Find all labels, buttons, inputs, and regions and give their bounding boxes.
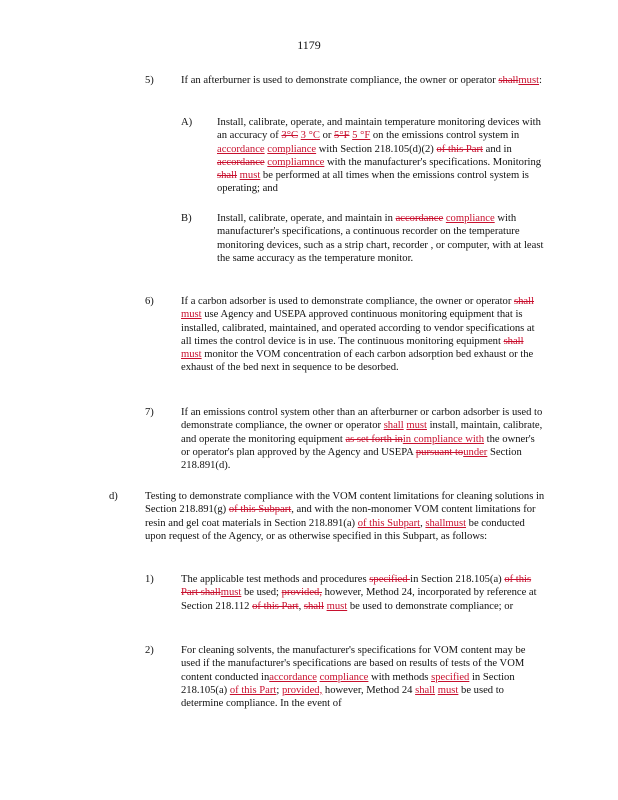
inserted-text: must: [220, 587, 242, 599]
item-5b-label: B): [181, 213, 192, 224]
text-run: Install, calibrate, operate, and maintain in: [217, 213, 396, 224]
text-run: ,: [298, 600, 304, 612]
inserted-text: must: [181, 349, 202, 361]
item-5-label: 5): [145, 75, 154, 86]
inserted-text: shall: [415, 684, 436, 696]
inserted-text: shall: [425, 517, 446, 529]
text-run: however, Method 24: [322, 684, 416, 696]
item-5-text: [181, 74, 551, 87]
deleted-text: shall: [498, 75, 519, 86]
deleted-text: provided,: [281, 587, 322, 599]
text-run: Testing to demonstrate compliance with the VOM content limitations for cleaning solutions in Section 218.891(g): [145, 491, 545, 516]
item-d-text: [145, 490, 545, 543]
text-run: with Section 218.105(d)(2): [316, 143, 437, 155]
inserted-text: compliance: [445, 213, 495, 224]
text-run: :: [539, 75, 542, 86]
inserted-text: accordance: [269, 671, 317, 683]
text-run: however, Method 24, incorporated by reference at Section 218.112: [181, 587, 537, 612]
text-run: , and with the non-monomer VOM content limitations for resin and gel coat materials in Section 218.891(a): [145, 504, 536, 529]
text-run: in Section 218.105(a): [410, 574, 505, 585]
item-d1-label: 1): [145, 574, 154, 585]
text-run: and in: [482, 143, 512, 155]
deleted-text: as set forth in: [345, 433, 403, 445]
text-run: install, maintain, calibrate, and operate the monitoring equipment: [181, 420, 543, 445]
inserted-text: shall: [383, 420, 404, 432]
item-5a-text: [217, 116, 547, 196]
deleted-text: pursuant to: [415, 446, 464, 458]
deleted-text: shall: [503, 335, 524, 347]
inserted-text: compliamnce: [267, 156, 325, 168]
deleted-text: 3°C: [281, 130, 299, 142]
deleted-text: accordance: [217, 156, 265, 168]
item-6-label: 6): [145, 296, 154, 307]
item-5a-label: A): [181, 117, 193, 128]
text-run: use Agency and USEPA approved continuous monitoring equipment that is installed, calibrated, maintained, and operated according to vendor specifications at all times the control device is in use. The continuous monitoring equipment: [181, 309, 535, 347]
inserted-text: must: [518, 75, 540, 86]
inserted-text: accordance: [217, 143, 265, 155]
text-run: be conducted upon request of the Agency, or as otherwise specified in this Subpart, as follows:: [145, 517, 525, 542]
text-run: Section 218.891(d).: [181, 446, 522, 472]
text-run: If an afterburner is used to demonstrate compliance, the owner or operator: [181, 75, 499, 86]
inserted-text: under: [463, 446, 488, 458]
text-run: on the emissions control system in: [370, 130, 520, 142]
deleted-text: accordance: [395, 213, 444, 224]
text-run: in Section 218.105(a): [181, 671, 515, 696]
inserted-text: specified: [431, 671, 470, 683]
deleted-text: specified: [369, 574, 411, 585]
deleted-text: of this Subpart: [228, 504, 292, 516]
item-5b-text: [217, 212, 547, 265]
text-run: be used to determine compliance. In the event of: [181, 684, 504, 710]
text-run: or: [319, 130, 335, 142]
text-run: If an emissions control system other than an afterburner or carbon adsorber is used to demonstrate compliance, the owner or operator: [181, 407, 543, 432]
inserted-text: must: [406, 420, 427, 432]
deleted-text: of this Part: [252, 600, 299, 612]
text-run: with methods: [368, 671, 432, 683]
text-run: with manufacturer's specifications, a continuous recorder on the temperature monitoring devices, such as a strip chart, recorder , or computer, with at least the same accuracy as the temperature monitor.: [217, 213, 544, 264]
text-run: The applicable test methods and procedures: [181, 574, 370, 585]
deleted-text: shall: [217, 170, 238, 182]
item-d2-label: 2): [145, 645, 154, 656]
text-run: Install, calibrate, operate, and maintain temperature monitoring devices with an accuracy of: [217, 117, 541, 142]
inserted-text: of this Subpart: [357, 517, 421, 529]
item-7-label: 7): [145, 407, 154, 418]
item-d1-text: [181, 573, 541, 613]
deleted-text: of this Part: [436, 143, 483, 155]
deleted-text: of this Part shall: [181, 574, 532, 599]
inserted-text: compliance: [267, 143, 317, 155]
deleted-text: shall: [514, 296, 535, 307]
text-run: If a carbon adsorber is used to demonstrate compliance, the owner or operator: [181, 296, 514, 307]
text-run: with the manufacturer's specifications. Monitoring: [324, 156, 542, 168]
page-number: 1179: [297, 38, 321, 52]
inserted-text: must: [326, 600, 348, 612]
item-d-label: d): [109, 491, 118, 502]
text-run: be performed at all times when the emissions control system is operating; and: [217, 170, 529, 195]
inserted-text: 3 °C: [300, 130, 320, 142]
inserted-text: 5 °F: [352, 130, 371, 142]
inserted-text: must: [239, 170, 261, 182]
text-run: ;: [276, 684, 282, 696]
inserted-text: must: [445, 517, 467, 529]
item-d2-text: [181, 644, 541, 710]
text-run: be used to demonstrate compliance; or: [347, 600, 514, 612]
inserted-text: must: [181, 309, 202, 321]
item-7-text: [181, 406, 546, 472]
text-run: monitor the VOM concentration of each carbon adsorption bed exhaust or the exhaust of the bed next in sequence to be desorbed.: [181, 349, 534, 374]
item-6-text: [181, 295, 546, 375]
text-run: the owner's or operator's plan approved by the Agency and USEPA: [181, 433, 535, 458]
deleted-text: shall: [303, 600, 324, 612]
text-run: For cleaning solvents, the manufacturer's specifications for VOM content may be used if the manufacturer's specifications are based on results of tests of the VOM content conducted in: [181, 645, 526, 683]
inserted-text: provided,: [281, 684, 323, 696]
inserted-text: must: [437, 684, 459, 696]
inserted-text: compliance: [319, 671, 369, 683]
deleted-text: 5°F: [334, 130, 350, 142]
inserted-text: in compliance with: [402, 433, 485, 445]
text-run: be used;: [241, 587, 282, 599]
inserted-text: of this Part: [229, 684, 277, 696]
text-run: ,: [420, 517, 426, 529]
